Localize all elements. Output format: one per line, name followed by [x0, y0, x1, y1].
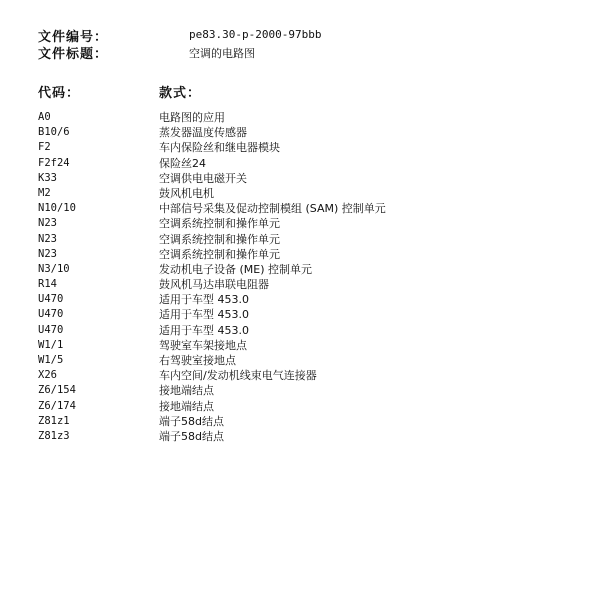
list-item — [38, 323, 558, 338]
part-description: 发动机电子设备 (ME) 控制单元 — [159, 262, 313, 276]
list-item — [38, 140, 558, 155]
part-code: Z81z1 — [38, 414, 70, 427]
part-code: Z81z3 — [38, 429, 70, 442]
part-description: 电路图的应用 — [159, 111, 225, 124]
part-description: 适用于车型 453.0 — [159, 323, 249, 337]
part-description: 接地端结点 — [159, 399, 214, 413]
list-item — [38, 338, 558, 353]
part-code: F2f24 — [38, 156, 70, 169]
part-code: N3/10 — [38, 262, 70, 275]
parts-list — [38, 110, 558, 444]
doc-number-value: pe83.30-p-2000-97bbb — [189, 28, 322, 41]
part-description: 适用于车型 453.0 — [159, 308, 249, 322]
part-code: N23 — [38, 247, 57, 260]
doc-title-label: 文件标题： — [38, 47, 109, 62]
part-code: Z6/154 — [38, 384, 76, 397]
doc-title-value: 空调的电路图 — [189, 47, 255, 60]
part-description: 车内空间/发动机线束电气连接器 — [159, 369, 317, 383]
code-column-header: 代码： — [38, 86, 81, 101]
part-description: 驾驶室车架接地点 — [159, 338, 247, 352]
list-item — [38, 368, 558, 383]
list-item — [38, 156, 558, 171]
type-column-header: 款式： — [159, 86, 202, 101]
part-code: N23 — [38, 232, 57, 245]
part-code: M2 — [38, 186, 51, 199]
list-item — [38, 399, 558, 414]
list-item — [38, 110, 558, 125]
part-description: 右驾驶室接地点 — [159, 354, 236, 367]
list-item — [38, 216, 558, 231]
part-description: 接地端结点 — [159, 384, 214, 398]
part-description: 中部信号采集及促动控制模组 (SAM) 控制单元 — [159, 202, 386, 216]
part-code: U470 — [38, 293, 64, 306]
part-description: 空调系统控制和操作单元 — [159, 247, 280, 261]
part-code: K33 — [38, 171, 57, 184]
doc-number-label: 文件编号： — [38, 30, 109, 45]
part-description: 鼓风机马达串联电阻器 — [159, 278, 269, 292]
part-code: N23 — [38, 217, 57, 230]
list-item — [38, 353, 558, 368]
list-item — [38, 125, 558, 140]
part-description: 适用于车型 453.0 — [159, 293, 249, 307]
part-code: N10/10 — [38, 202, 76, 215]
part-description: 端子58d结点 — [159, 429, 224, 443]
part-code: U470 — [38, 323, 64, 336]
list-item — [38, 262, 558, 277]
part-code: X26 — [38, 369, 57, 382]
part-description: 保险丝24 — [159, 156, 206, 170]
part-code: F2 — [38, 141, 51, 154]
part-description: 蒸发器温度传感器 — [159, 126, 247, 140]
list-item — [38, 186, 558, 201]
part-code: U470 — [38, 308, 64, 321]
part-description: 空调系统控制和操作单元 — [159, 232, 280, 246]
list-item — [38, 383, 558, 398]
part-code: W1/1 — [38, 338, 64, 351]
part-code: B10/6 — [38, 126, 70, 139]
part-description: 鼓风机电机 — [159, 186, 214, 200]
list-item — [38, 414, 558, 429]
list-item — [38, 429, 558, 444]
part-code: W1/5 — [38, 354, 64, 366]
part-code: A0 — [38, 111, 51, 123]
part-code: R14 — [38, 278, 57, 291]
list-item — [38, 307, 558, 322]
list-item — [38, 277, 558, 292]
part-code: Z6/174 — [38, 399, 76, 412]
list-item — [38, 247, 558, 262]
list-item — [38, 292, 558, 307]
part-description: 车内保险丝和继电器模块 — [159, 141, 280, 155]
part-description: 空调系统控制和操作单元 — [159, 217, 280, 231]
part-description: 端子58d结点 — [159, 414, 224, 428]
list-item — [38, 171, 558, 186]
part-description: 空调供电电磁开关 — [159, 171, 247, 185]
list-item — [38, 201, 558, 216]
list-item — [38, 232, 558, 247]
